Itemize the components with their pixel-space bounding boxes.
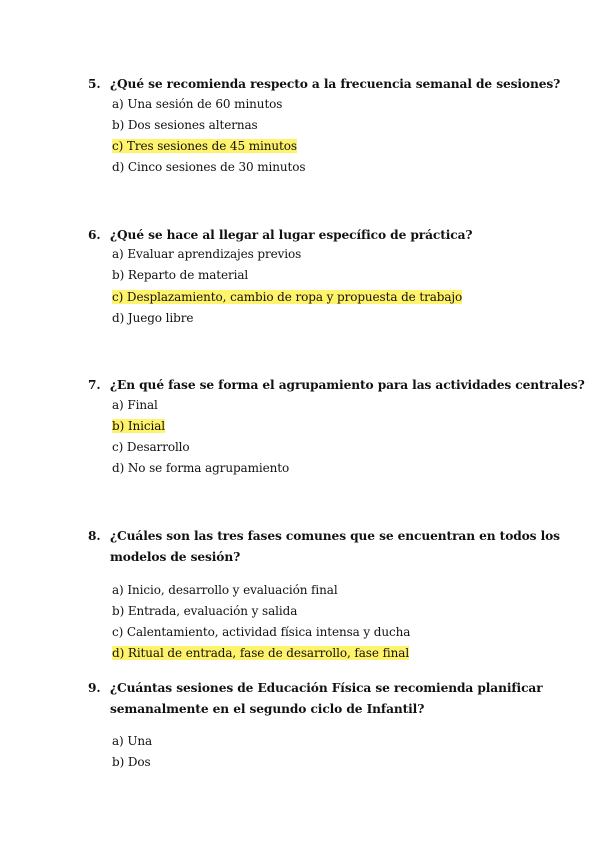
option-7a: a) Final — [112, 398, 158, 412]
highlighted-answer: c) Tres sesiones de 45 minutos — [112, 139, 297, 153]
question-number: 6. — [88, 228, 101, 242]
question-text: ¿Qué se recomienda respecto a la frecuencia semanal de sesiones? — [110, 77, 561, 91]
highlighted-answer: b) Inicial — [112, 419, 166, 433]
option-7b — [112, 418, 165, 435]
option-6c — [112, 289, 462, 306]
option-6d: d) Juego libre — [112, 311, 194, 325]
question-8 — [88, 525, 560, 547]
question-7 — [88, 374, 585, 396]
question-9 — [88, 677, 543, 699]
option-5b: b) Dos sesiones alternas — [112, 118, 258, 132]
question-6 — [88, 224, 472, 246]
option-6b: b) Reparto de material — [112, 268, 249, 282]
option-9b: b) Dos — [112, 755, 151, 769]
highlighted-answer: d) Ritual de entrada, fase de desarrollo, fase final — [112, 646, 410, 660]
question-5 — [88, 73, 560, 95]
option-7d: d) No se forma agrupamiento — [112, 461, 290, 475]
option-8c: c) Calentamiento, actividad física intensa y ducha — [112, 625, 411, 639]
question-number: 7. — [88, 378, 101, 392]
option-6a: a) Evaluar aprendizajes previos — [112, 247, 302, 261]
option-5c — [112, 138, 297, 155]
question-text: ¿Qué se hace al llegar al lugar específico de práctica? — [110, 228, 473, 242]
question-8-line-2: modelos de sesión? — [110, 550, 241, 564]
option-8b: b) Entrada, evaluación y salida — [112, 604, 298, 618]
option-8a: a) Inicio, desarrollo y evaluación final — [112, 583, 338, 597]
question-text-line-1: ¿Cuáles son las tres fases comunes que se encuentran en todos los — [110, 529, 560, 543]
option-5a: a) Una sesión de 60 minutos — [112, 97, 283, 111]
highlighted-answer: c) Desplazamiento, cambio de ropa y propuesta de trabajo — [112, 290, 463, 304]
question-number: 8. — [88, 529, 101, 543]
question-text-line-1: ¿Cuántas sesiones de Educación Física se recomienda planificar — [110, 681, 543, 695]
option-9a: a) Una — [112, 734, 153, 748]
question-number: 9. — [88, 681, 101, 695]
option-8d — [112, 645, 409, 662]
question-text: ¿En qué fase se forma el agrupamiento para las actividades centrales? — [110, 378, 585, 392]
question-9-line-2: semanalmente en el segundo ciclo de Infantil? — [110, 702, 425, 716]
option-7c: c) Desarrollo — [112, 440, 190, 454]
question-number: 5. — [88, 77, 101, 91]
option-5d: d) Cinco sesiones de 30 minutos — [112, 160, 306, 174]
